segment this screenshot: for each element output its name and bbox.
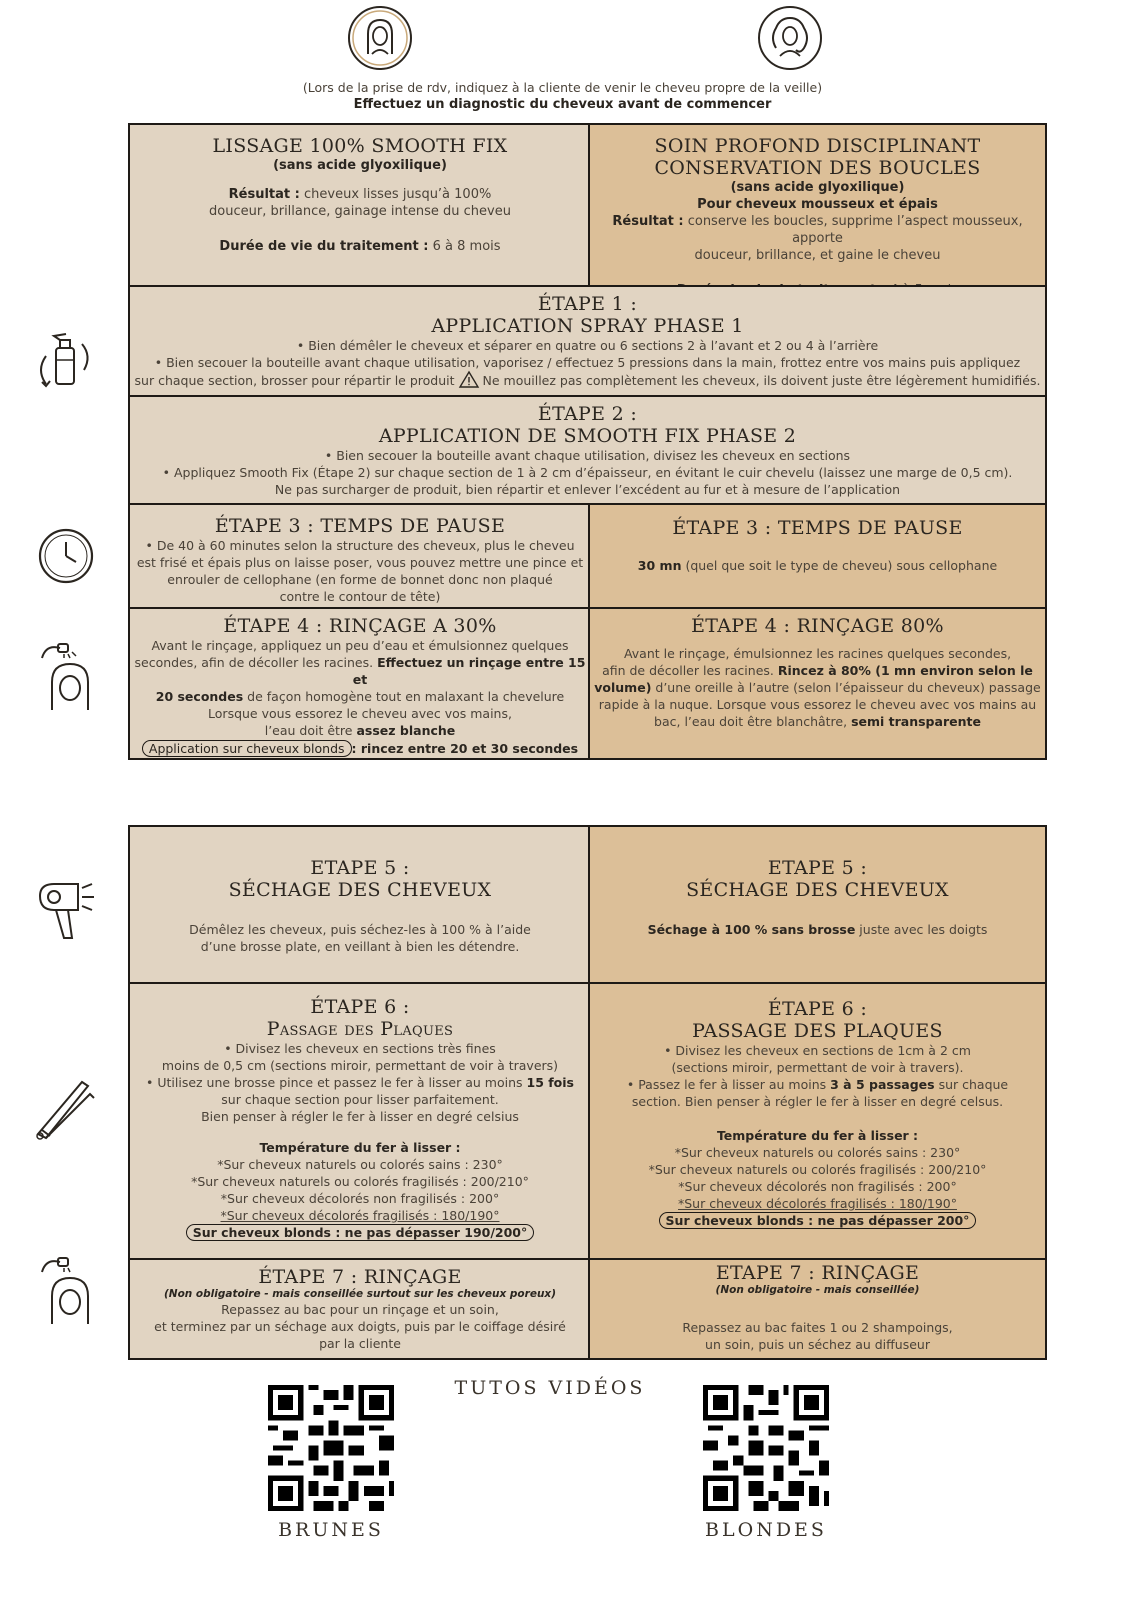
step-text: Avant le rinçage, émulsionnez les racines quelques secondes, bbox=[623, 646, 1012, 661]
hair-dryer-icon bbox=[32, 876, 98, 942]
step-1 bbox=[130, 287, 1045, 395]
qr-label-blondes: BLONDES bbox=[705, 1519, 827, 1541]
temperature-item: *Sur cheveux décolorés non fragilisés : 200° bbox=[678, 1179, 957, 1194]
step-text: sur chaque section, brosser pour répartir le produit bbox=[134, 373, 455, 388]
temperature-title: Température du fer à lisser : bbox=[259, 1140, 461, 1155]
step-5-right bbox=[590, 827, 1045, 982]
step-title: ETAPE 5 : bbox=[767, 857, 868, 879]
result-label: Résultat : bbox=[612, 214, 684, 229]
step-3-right bbox=[590, 505, 1045, 607]
step-title: SÉCHAGE DES CHEVEUX bbox=[686, 879, 949, 901]
step-text-bold: 30 mn bbox=[637, 558, 682, 573]
step-title: ÉTAPE 7 : RINÇAGE bbox=[258, 1266, 462, 1288]
step-text: sur chaque bbox=[938, 1077, 1009, 1092]
straight-hair-woman-icon bbox=[348, 6, 412, 70]
step-title: ETAPE 7 : RINÇAGE bbox=[715, 1262, 920, 1284]
step-text-bold: Effectuez un rinçage entre 15 et bbox=[352, 655, 586, 687]
step-title: Passage des Plaques bbox=[266, 1018, 454, 1040]
step-text: est frisé et épais plus on laisse poser, vous pouvez mettre une pince et bbox=[136, 555, 584, 570]
step-text: juste avec les doigts bbox=[859, 922, 988, 937]
step-text-bold: volume) bbox=[594, 680, 652, 695]
temperature-item: *Sur cheveux décolorés fragilisés : 180/190° bbox=[678, 1196, 957, 1211]
diagnostic-instruction: Effectuez un diagnostic du cheveux avant de commencer bbox=[353, 97, 772, 112]
step-text: (sections miroir, permettant de voir à travers). bbox=[671, 1060, 964, 1075]
result-text: douceur, brillance, et gaine le cheveu bbox=[694, 248, 941, 263]
duration-label: Durée de vie du traitement : bbox=[219, 239, 429, 254]
protocol-table-bottom bbox=[128, 825, 1047, 1360]
step-text: un soin, puis un séchez au diffuseur bbox=[705, 1337, 930, 1352]
protocol-table-top bbox=[128, 123, 1047, 760]
flat-iron-icon bbox=[32, 1076, 98, 1142]
step-7-left bbox=[130, 1260, 590, 1358]
step-title: PASSAGE DES PLAQUES bbox=[692, 1020, 943, 1042]
treatment-title: LISSAGE 100% SMOOTH FIX bbox=[212, 135, 508, 157]
temperature-item: *Sur cheveux naturels ou colorés fragilisés : 200/210° bbox=[191, 1174, 529, 1189]
step-title: ÉTAPE 1 : bbox=[537, 293, 638, 315]
step-text: d’une oreille à l’autre (selon l’épaisseur du cheveux) passage bbox=[655, 680, 1041, 695]
step-7-right bbox=[590, 1260, 1045, 1358]
step-text: Repassez au bac faites 1 ou 2 shampoings, bbox=[682, 1320, 953, 1335]
shower-head-woman-icon bbox=[34, 640, 98, 718]
step-text: contre le contour de tête) bbox=[279, 589, 441, 604]
step-text-bold: Séchage à 100 % sans brosse bbox=[647, 922, 856, 937]
step-4-left bbox=[130, 609, 590, 758]
step-text-bold: : rincez entre 20 et 30 secondes bbox=[351, 741, 579, 756]
step-note: (Non obligatoire - mais conseillée surtout sur les cheveux poreux) bbox=[163, 1288, 556, 1300]
step-text: Ne pas surcharger de produit, bien répartir et enlever l’excédent au fur et à mesure de l’application bbox=[274, 482, 901, 497]
step-title: APPLICATION DE SMOOTH FIX PHASE 2 bbox=[378, 425, 797, 447]
result-label: Résultat : bbox=[228, 187, 300, 202]
qr-code-blondes[interactable] bbox=[703, 1385, 829, 1511]
appointment-note: (Lors de la prise de rdv, indiquez à la cliente de venir le cheveu propre de la veille) bbox=[302, 80, 823, 95]
temperature-item: *Sur cheveux naturels ou colorés sains : 230° bbox=[217, 1157, 503, 1172]
step-text: moins de 0,5 cm (sections miroir, permettant de voir à travers) bbox=[161, 1058, 559, 1073]
blonde-temperature-highlight: Sur cheveux blonds : ne pas dépasser 190/200° bbox=[186, 1224, 535, 1241]
qr-code-brunes[interactable] bbox=[268, 1385, 394, 1511]
step-text: enrouler de cellophane (en forme de bonnet donc non plaqué bbox=[167, 572, 553, 587]
step-text: • Divisez les cheveux en sections très fines bbox=[224, 1041, 496, 1056]
step-title: ÉTAPE 4 : RINÇAGE 80% bbox=[691, 615, 944, 637]
temperature-item: *Sur cheveux décolorés non fragilisés : 200° bbox=[220, 1191, 500, 1206]
step-text: • Appliquez Smooth Fix (Étape 2) sur chaque section de 1 à 2 cm d’épaisseur, en évitant le cuir chevelu (laissez une marge de 0,5 cm). bbox=[162, 465, 1013, 480]
step-text: bac, l’eau doit être blanchâtre, bbox=[654, 714, 848, 729]
duration-value: 6 à 8 mois bbox=[432, 239, 501, 254]
step-text: • Bien démêler le cheveux et séparer en quatre ou 6 sections 2 à l’avant et 2 ou 4 à l’arrière bbox=[296, 338, 879, 353]
step-title: ÉTAPE 2 : bbox=[537, 403, 638, 425]
step-text: • Bien secouer la bouteille avant chaque utilisation, vaporisez / effectuez 5 pressions dans la main, frottez entre vos mains puis appliquez bbox=[154, 355, 1021, 370]
treatment-lissage bbox=[130, 125, 590, 285]
qr-label-brunes: BRUNES bbox=[278, 1519, 384, 1541]
step-6-left bbox=[130, 984, 590, 1258]
step-text: d’une brosse plate, en veillant à bien les détendre. bbox=[200, 939, 520, 954]
step-4-right bbox=[590, 609, 1045, 758]
step-3-left bbox=[130, 505, 590, 607]
temperature-title: Température du fer à lisser : bbox=[716, 1128, 919, 1143]
step-title: APPLICATION SPRAY PHASE 1 bbox=[431, 315, 744, 337]
step-title: SÉCHAGE DES CHEVEUX bbox=[228, 879, 492, 901]
temperature-item: *Sur cheveux naturels ou colorés sains : 230° bbox=[674, 1145, 961, 1160]
step-title: ÉTAPE 3 : TEMPS DE PAUSE bbox=[672, 517, 963, 539]
step-title: ÉTAPE 4 : RINÇAGE A 30% bbox=[223, 615, 497, 637]
step-text: et terminez par un séchage aux doigts, puis par le coiffage désiré bbox=[154, 1319, 566, 1334]
step-text: Démêlez les cheveux, puis séchez-les à 100 % à l’aide bbox=[189, 922, 531, 937]
step-text: Avant le rinçage, appliquez un peu d’eau et émulsionnez quelques bbox=[151, 638, 569, 653]
step-text: de façon homogène tout en malaxant la chevelure bbox=[247, 689, 565, 704]
step-text-bold: 15 fois bbox=[526, 1075, 574, 1090]
step-text-bold: 3 à 5 passages bbox=[830, 1077, 935, 1092]
step-text: sur chaque section pour lisser parfaitement. bbox=[221, 1092, 499, 1107]
step-text-bold: assez blanche bbox=[356, 723, 456, 738]
treatment-title: SOIN PROFOND DISCIPLINANT bbox=[654, 135, 981, 157]
temperature-item: *Sur cheveux décolorés fragilisés : 180/190° bbox=[220, 1208, 500, 1223]
step-text: (quel que soit le type de cheveu) sous cellophane bbox=[685, 558, 998, 573]
blonde-hair-highlight: Application sur cheveux blonds bbox=[142, 740, 352, 757]
step-6-right bbox=[590, 984, 1045, 1258]
warning-icon bbox=[459, 371, 479, 388]
step-text: Ne mouillez pas complètement les cheveux, ils doivent juste être légèrement humidifiés. bbox=[482, 373, 1041, 388]
step-text-bold: Rincez à 80% (1 mn environ selon le bbox=[777, 663, 1033, 678]
step-text: Lorsque vous essorez le cheveu avec vos mains, bbox=[208, 706, 512, 721]
treatment-subtitle: (sans acide glyoxilique) bbox=[273, 158, 447, 173]
step-text-bold: semi transparente bbox=[851, 714, 981, 729]
step-text: section. Bien penser à régler le fer à lisser en degré celsus. bbox=[631, 1094, 1004, 1109]
step-text-bold: 20 secondes bbox=[155, 689, 244, 704]
step-text: rapide à la nuque. Lorsque vous essorez le cheveu avec vos mains au bbox=[598, 697, 1037, 712]
step-text: Bien penser à régler le fer à lisser en degré celsius bbox=[201, 1109, 519, 1124]
treatment-soin-profond bbox=[590, 125, 1045, 285]
step-title: ÉTAPE 6 : bbox=[767, 998, 868, 1020]
curly-hair-woman-icon bbox=[758, 6, 822, 70]
step-text: l’eau doit être bbox=[264, 723, 353, 738]
step-text: secondes, afin de décoller les racines. bbox=[134, 655, 374, 670]
temperature-item: *Sur cheveux naturels ou colorés fragilisés : 200/210° bbox=[648, 1162, 987, 1177]
treatment-title: CONSERVATION DES BOUCLES bbox=[654, 157, 981, 179]
step-note: (Non obligatoire - mais conseillée) bbox=[715, 1284, 920, 1296]
clock-icon bbox=[36, 526, 96, 586]
spray-bottle-icon bbox=[32, 326, 96, 396]
step-text: Repassez au bac pour un rinçage et un soin, bbox=[221, 1302, 499, 1317]
treatment-target: Pour cheveux mousseux et épais bbox=[697, 197, 938, 212]
result-text: cheveux lisses jusqu’à 100% bbox=[304, 187, 492, 202]
step-5-left bbox=[130, 827, 590, 982]
step-text: • De 40 à 60 minutes selon la structure des cheveux, plus le cheveu bbox=[145, 538, 575, 553]
step-title: ETAPE 5 : bbox=[310, 857, 410, 879]
treatment-subtitle: (sans acide glyoxilique) bbox=[730, 180, 905, 195]
result-text: conserve les boucles, supprime l’aspect mousseux, apporte bbox=[687, 214, 1023, 246]
tutorial-videos-heading: TUTOS VIDÉOS bbox=[454, 1377, 646, 1399]
step-title: ÉTAPE 3 : TEMPS DE PAUSE bbox=[214, 515, 506, 537]
rinsing-woman-icon bbox=[34, 1254, 98, 1332]
step-text: par la cliente bbox=[319, 1336, 401, 1351]
result-text: douceur, brillance, gainage intense du cheveu bbox=[209, 204, 511, 219]
step-title: ÉTAPE 6 : bbox=[310, 996, 410, 1018]
step-2 bbox=[130, 397, 1045, 503]
step-text: • Divisez les cheveux en sections de 1cm à 2 cm bbox=[664, 1043, 971, 1058]
step-text: afin de décoller les racines. bbox=[602, 663, 774, 678]
step-text: • Passez le fer à lisser au moins bbox=[626, 1077, 827, 1092]
step-text: • Bien secouer la bouteille avant chaque utilisation, divisez les cheveux en sections bbox=[324, 448, 851, 463]
step-text: • Utilisez une brosse pince et passez le fer à lisser au moins bbox=[146, 1075, 523, 1090]
blonde-temperature-highlight: Sur cheveux blonds : ne pas dépasser 200° bbox=[659, 1212, 977, 1229]
